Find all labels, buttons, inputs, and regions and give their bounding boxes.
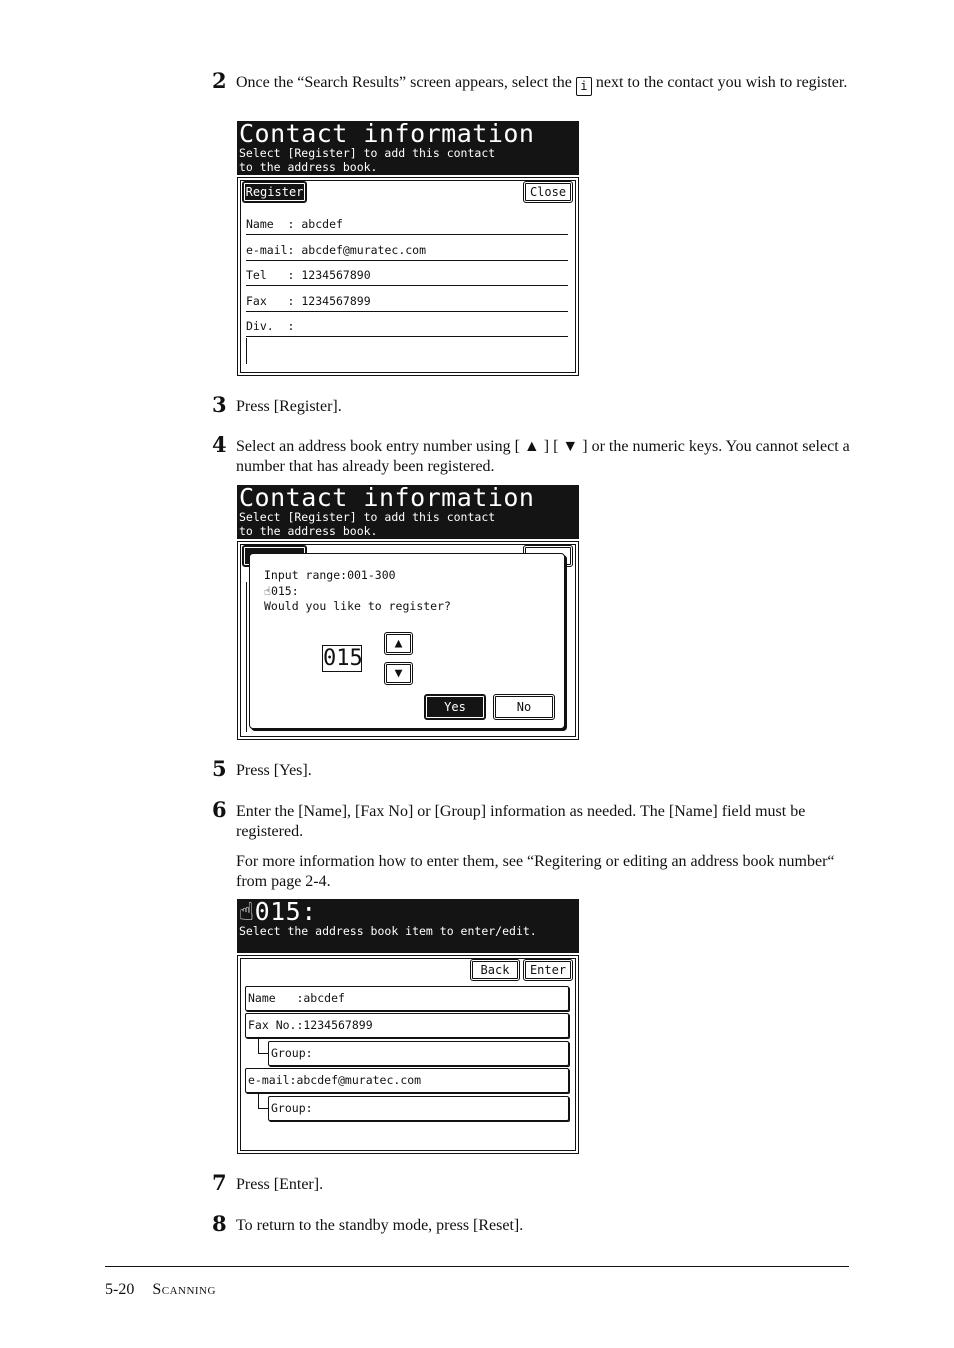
enter-button[interactable]: Enter	[523, 959, 573, 981]
info-icon: i	[576, 77, 592, 96]
step-number: 7	[212, 1170, 227, 1195]
step-number: 3	[212, 392, 227, 417]
step-number: 2	[212, 68, 227, 93]
footer-divider	[105, 1266, 849, 1267]
step-number: 4	[212, 432, 227, 457]
down-arrow-button[interactable]: ▼	[384, 662, 413, 685]
yes-button[interactable]: Yes	[424, 694, 486, 720]
close-button[interactable]: Close	[523, 181, 573, 203]
page-number: 5-20	[105, 1281, 135, 1298]
entry-number-text: 015:	[270, 584, 299, 598]
step-text: next to the contact you wish to register.	[591, 74, 848, 91]
fax-group-field[interactable]: Group:	[268, 1041, 569, 1066]
email-field[interactable]: e-mail:abcdef@muratec.com	[245, 1068, 569, 1093]
screen-header	[237, 899, 579, 953]
blank-row	[246, 338, 569, 364]
screen-subtitle: Select the address book item to enter/edit.	[239, 924, 537, 938]
screen-header	[237, 485, 579, 539]
step-number: 5	[212, 756, 227, 781]
step-text: Press [Register].	[236, 398, 342, 415]
edit-entry-screen	[237, 899, 579, 1155]
screen-subtitle: Select [Register] to add this contact	[239, 146, 496, 160]
screen-subtitle: to the address book.	[239, 160, 378, 174]
screen-header	[237, 121, 579, 175]
screen-title: Contact information	[239, 119, 535, 148]
contact-row: Fax : 1234567899	[246, 286, 568, 312]
name-field[interactable]: Name :abcdef	[245, 986, 569, 1011]
contact-info-screen	[237, 121, 579, 377]
contact-row: e-mail: abcdef@muratec.com	[246, 235, 568, 261]
screen-title: Contact information	[239, 483, 535, 512]
register-button[interactable]: Register	[242, 181, 307, 203]
step-text: Press [Enter].	[236, 1176, 324, 1193]
step-text: Press [Yes].	[236, 762, 312, 779]
input-range-text: Input range:001-300	[264, 568, 396, 582]
screen-body	[237, 541, 579, 740]
fax-number-field[interactable]: Fax No.:1234567899	[245, 1013, 569, 1038]
screen-title: 015:	[254, 897, 317, 926]
hand-pointer-icon: ☝	[264, 584, 271, 598]
step-6-note: For more information how to enter them, see “Regitering or editing an address book number“ from page 2-4.	[236, 853, 835, 890]
hand-pointer-icon: ☝	[239, 897, 255, 926]
contact-row: Div. :	[246, 311, 568, 337]
email-group-field[interactable]: Group:	[268, 1096, 569, 1121]
step-number: 6	[212, 797, 227, 822]
step-text: Enter the [Name], [Fax No] or [Group] information as needed. The [Name] field must be registered.	[236, 803, 806, 840]
back-button[interactable]: Back	[470, 959, 520, 981]
step-text: Select an address book entry number using [ ▲ ] [ ▼ ] or the numeric keys. You cannot select a number that has already been registered.	[236, 438, 850, 475]
screen-body	[237, 955, 579, 1154]
up-arrow-button[interactable]: ▲	[384, 632, 413, 655]
entry-number-display: 015	[323, 646, 363, 671]
no-button[interactable]: No	[493, 694, 555, 720]
register-dialog	[249, 553, 565, 729]
register-dialog-screen	[237, 485, 579, 741]
screen-subtitle: to the address book.	[239, 524, 378, 538]
step-number: 8	[212, 1211, 227, 1236]
screen-subtitle: Select [Register] to add this contact	[239, 510, 496, 524]
contact-row: Tel : 1234567890	[246, 260, 568, 286]
step-text: To return to the standby mode, press [Reset].	[236, 1217, 524, 1234]
section-name: Scanning	[152, 1281, 216, 1298]
page-footer	[105, 1281, 216, 1299]
screen-body	[237, 177, 579, 376]
confirm-question: Would you like to register?	[264, 599, 451, 613]
contact-row: Name : abcdef	[246, 209, 568, 235]
step-text: Once the “Search Results” screen appears, select the	[236, 74, 576, 91]
